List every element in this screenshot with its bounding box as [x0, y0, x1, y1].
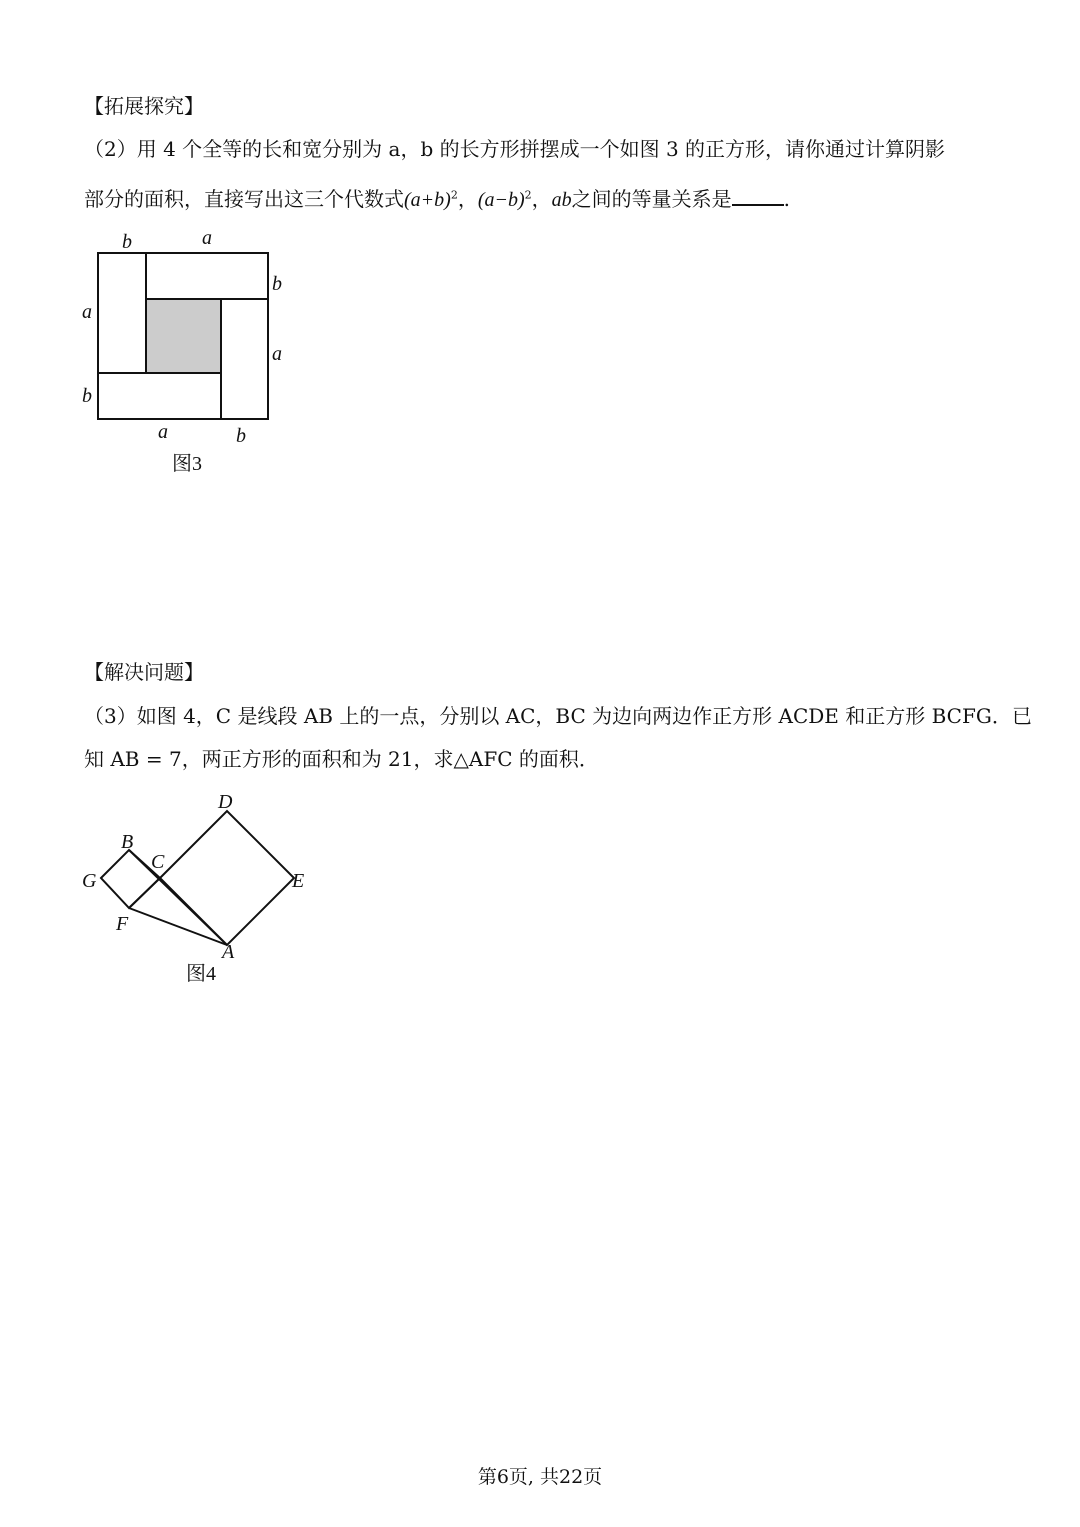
- label-D: D: [218, 791, 233, 813]
- label-B: B: [121, 831, 134, 853]
- label-top-b: b: [122, 231, 132, 253]
- square-ACDE: [160, 811, 294, 945]
- expr-a-plus-b: (a+b): [404, 189, 451, 211]
- label-F: F: [116, 913, 129, 935]
- shaded-square: [146, 299, 221, 373]
- page-number: 第6页, 共22页: [477, 1466, 603, 1488]
- label-right-a: a: [272, 343, 282, 365]
- section-heading-solve: 【解决问题】: [84, 660, 204, 684]
- figure-4: [70, 785, 340, 990]
- question-2-suffix: 之间的等量关系是: [571, 187, 732, 211]
- label-top-a: a: [202, 227, 212, 249]
- expr-a-minus-b: (a−b): [477, 189, 525, 211]
- exponent-2: 2: [524, 188, 532, 202]
- question-3-line-1: （3）如图 4，C 是线段 AB 上的一点，分别以 AC，BC 为边向两边作正方形 ACDE 和正方形 BCFG．已: [84, 704, 1032, 728]
- question-3-line-2: 知 AB = 7，两正方形的面积和为 21，求△AFC 的面积．: [84, 747, 599, 771]
- separator-2: ，: [531, 187, 552, 211]
- label-C: C: [151, 851, 165, 873]
- section-heading-extension: 【拓展探究】: [84, 94, 204, 118]
- question-2-prefix: 部分的面积，直接写出这三个代数式: [84, 187, 404, 211]
- question-2-line-2: [84, 183, 790, 212]
- label-bottom-b: b: [236, 425, 246, 447]
- label-G: G: [82, 870, 97, 892]
- answer-blank[interactable]: [732, 186, 784, 206]
- question-2-line-1: （2）用 4 个全等的长和宽分别为 a，b 的长方形拼摆成一个如图 3 的正方形，请你通过计算阴影: [84, 137, 946, 161]
- figure-4-caption: 图4: [186, 963, 216, 985]
- segment-FA: [129, 908, 227, 945]
- expr-ab: ab: [551, 189, 572, 211]
- exponent-1: 2: [450, 188, 458, 202]
- label-A: A: [222, 941, 235, 963]
- label-left-a: a: [82, 301, 92, 323]
- separator-1: ，: [457, 187, 478, 211]
- figure-3-caption: 图3: [172, 453, 202, 475]
- figure-3: [70, 222, 310, 482]
- label-E: E: [292, 870, 305, 892]
- segment-FC: [129, 878, 160, 908]
- label-bottom-a: a: [158, 421, 168, 443]
- end-period: .: [783, 187, 791, 211]
- segment-AB: [129, 850, 227, 945]
- label-right-b: b: [272, 273, 282, 295]
- label-left-b: b: [82, 385, 92, 407]
